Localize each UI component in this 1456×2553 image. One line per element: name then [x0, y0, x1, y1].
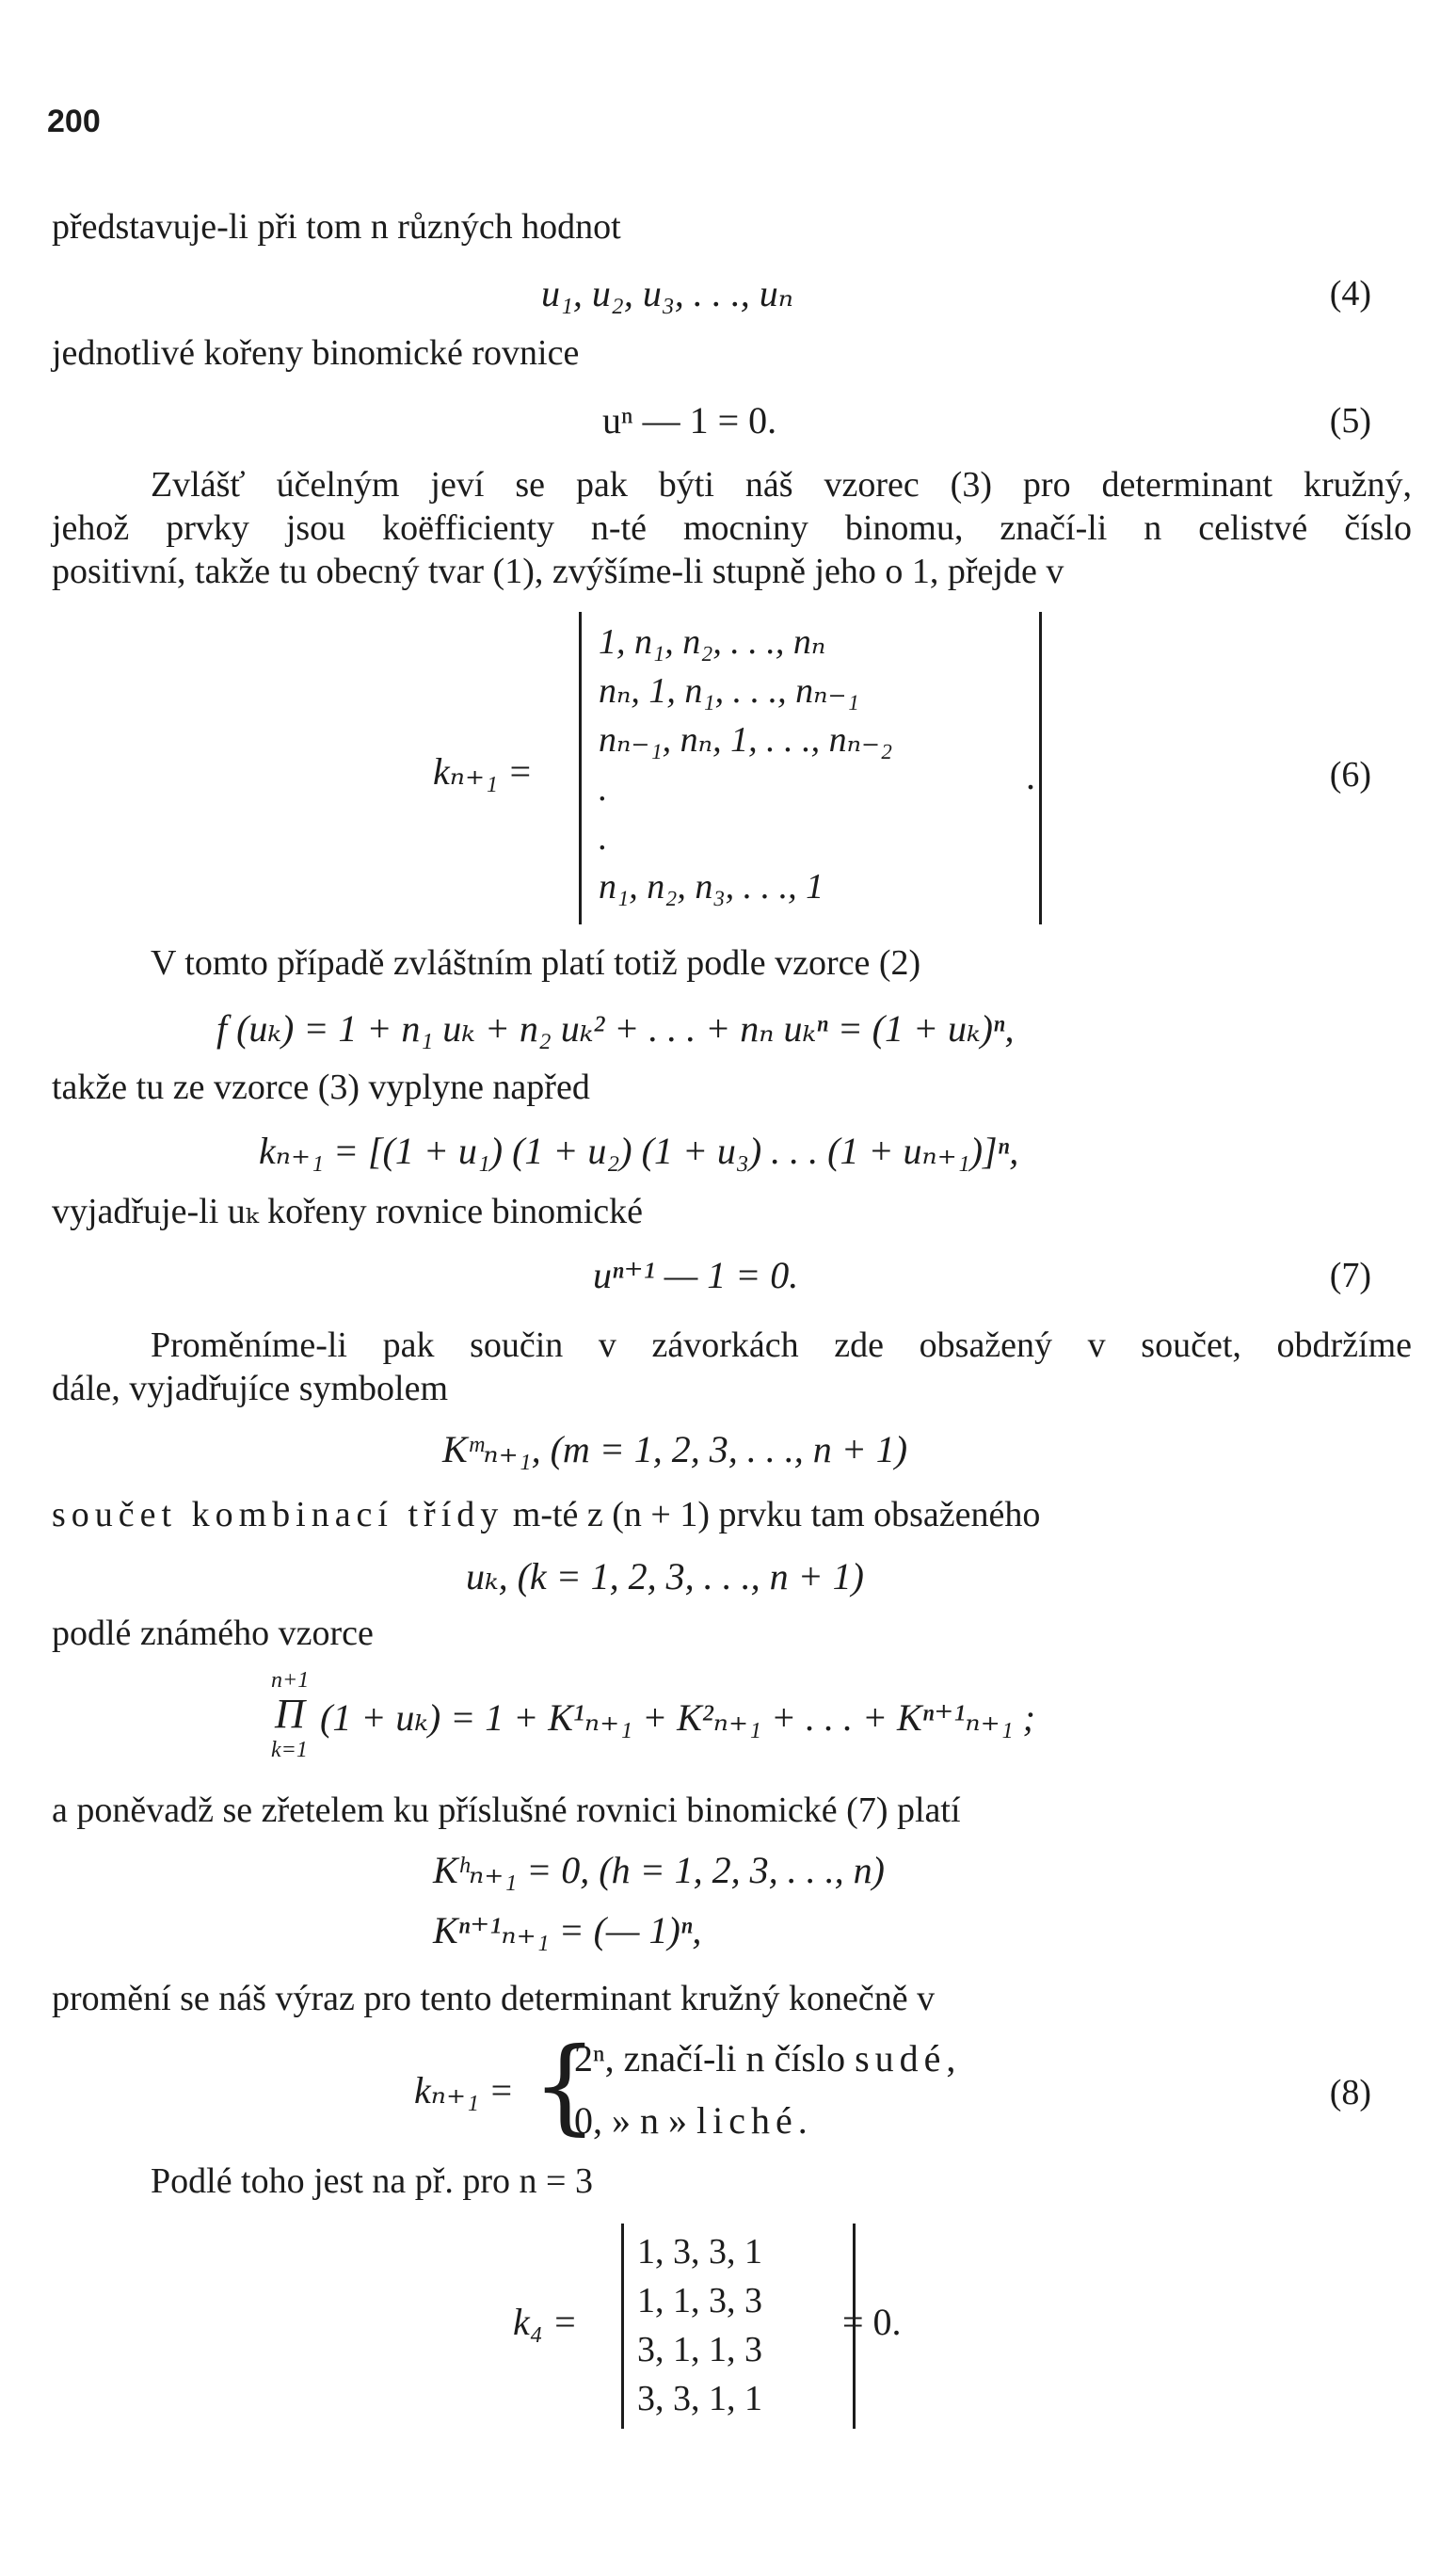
equation-8-case1: [574, 2035, 961, 2082]
determinant-6: [579, 612, 1042, 924]
text-line: vyjadřuje-li uₖ kořeny rovnice binomické: [52, 1192, 644, 1231]
determinant-row: 1, n₁, n₂, . . ., nₙ: [599, 622, 826, 662]
equation-product: (1 + uₖ) = 1 + K¹ₙ₊₁ + K²ₙ₊₁ + . . . + Kⁿ⁺¹ₙ₊₁ ;: [320, 1696, 1035, 1739]
paragraph-line: promění se náš výraz pro tento determinant kružný konečně v: [52, 1979, 936, 2018]
case-text: 2ⁿ, značí-li n číslo: [574, 2037, 846, 2079]
case-spaced: sudé,: [855, 2037, 962, 2079]
equation-7: uⁿ⁺¹ — 1 = 0.: [593, 1254, 799, 1296]
page-number: 200: [47, 104, 101, 139]
text-fragment: m-té z (n + 1) prvku tam obsaženého: [512, 1495, 1041, 1534]
example-determinant: [621, 2224, 856, 2429]
product-lower-limit: k=1: [271, 1738, 308, 1762]
equation-k: kₙ₊₁ = [(1 + u₁) (1 + u₂) (1 + u₃) . . . (1 + uₙ₊₁)]ⁿ,: [259, 1130, 1019, 1172]
equation-K: Kᵐₙ₊₁, (m = 1, 2, 3, . . ., n + 1): [442, 1428, 908, 1470]
paragraph-line: dále, vyjadřujíce symbolem: [52, 1369, 449, 1408]
text-line: jednotlivé kořeny binomické rovnice: [52, 333, 580, 373]
equation-number: (6): [1329, 755, 1371, 795]
equation-f: f (uₖ) = 1 + n₁ uₖ + n₂ uₖ² + . . . + nₙ uₖⁿ = (1 + uₖ)ⁿ,: [216, 1007, 1015, 1050]
equation-6-lhs: kₙ₊₁ =: [433, 750, 533, 793]
equation-number: (4): [1329, 274, 1371, 313]
determinant-row: 3, 3, 1, 1: [637, 2379, 762, 2418]
case-text: 0, » n »: [574, 2099, 687, 2142]
determinant-row: 1, 1, 3, 3: [637, 2281, 762, 2320]
text-line: představuje-li při tom n různých hodnot: [52, 207, 621, 247]
paragraph-line: positivní, takže tu obecný tvar (1), zvýšíme-li stupně jeho o 1, přejde v: [52, 552, 1064, 591]
equation-h2: Kⁿ⁺¹ₙ₊₁ = (— 1)ⁿ,: [433, 1909, 702, 1951]
equation-5: uⁿ — 1 = 0.: [602, 399, 777, 442]
determinant-row: 1, 3, 3, 1: [637, 2232, 762, 2272]
equation-number: (5): [1329, 401, 1371, 441]
equation-6-dot: .: [1026, 755, 1035, 797]
paragraph-line: Podlé toho jest na př. pro n = 3: [151, 2161, 593, 2201]
equation-number: (8): [1329, 2073, 1371, 2112]
text-line: takže tu ze vzorce (3) vyplyne napřed: [52, 1068, 590, 1107]
equation-8-lhs: kₙ₊₁ =: [414, 2069, 514, 2111]
equation-8-case2: [574, 2097, 813, 2144]
equation-u: uₖ, (k = 1, 2, 3, . . ., n + 1): [466, 1555, 864, 1598]
text-line: podlé známého vzorce: [52, 1614, 374, 1653]
left-brace: {: [532, 2025, 598, 2145]
paragraph-line: V tomto případě zvláštním platí totiž podle vzorce (2): [151, 943, 921, 983]
determinant-row: .: [599, 769, 608, 809]
determinant-row: 3, 1, 1, 3: [637, 2330, 762, 2369]
product-upper-limit: n+1: [271, 1668, 310, 1693]
paragraph-line: a poněvadž se zřetelem ku příslušné rovnici binomické (7) platí: [52, 1790, 961, 1830]
equation-4: u₁, u₂, u₃, . . ., uₙ: [541, 272, 793, 314]
equation-h1: Kʰₙ₊₁ = 0, (h = 1, 2, 3, . . ., n): [433, 1849, 885, 1891]
paragraph-line: jehož prvky jsou koëfficienty n-té mocniny binomu, značí-li n celistvé číslo: [52, 508, 1412, 548]
paragraph-line: Zvlášť účelným jeví se pak býti náš vzorec (3) pro determinant kružný,: [151, 465, 1412, 505]
spaced-text: součet kombinací třídy: [52, 1495, 504, 1534]
example-lhs: k₄ =: [513, 2301, 578, 2343]
product-symbol: Π: [275, 1691, 305, 1737]
text-line: [52, 1493, 1412, 1536]
case-spaced: liché.: [696, 2099, 813, 2142]
equation-number: (7): [1329, 1256, 1371, 1295]
determinant-row: .: [599, 818, 608, 858]
determinant-row: n₁, n₂, n₃, . . ., 1: [599, 867, 824, 907]
paragraph-line: Proměníme-li pak součin v závorkách zde obsažený v součet, obdržíme: [151, 1325, 1412, 1365]
determinant-row: nₙ, 1, n₁, . . ., nₙ₋₁: [599, 671, 859, 711]
determinant-row: nₙ₋₁, nₙ, 1, . . ., nₙ₋₂: [599, 720, 893, 760]
example-rhs: = 0.: [842, 2301, 902, 2343]
